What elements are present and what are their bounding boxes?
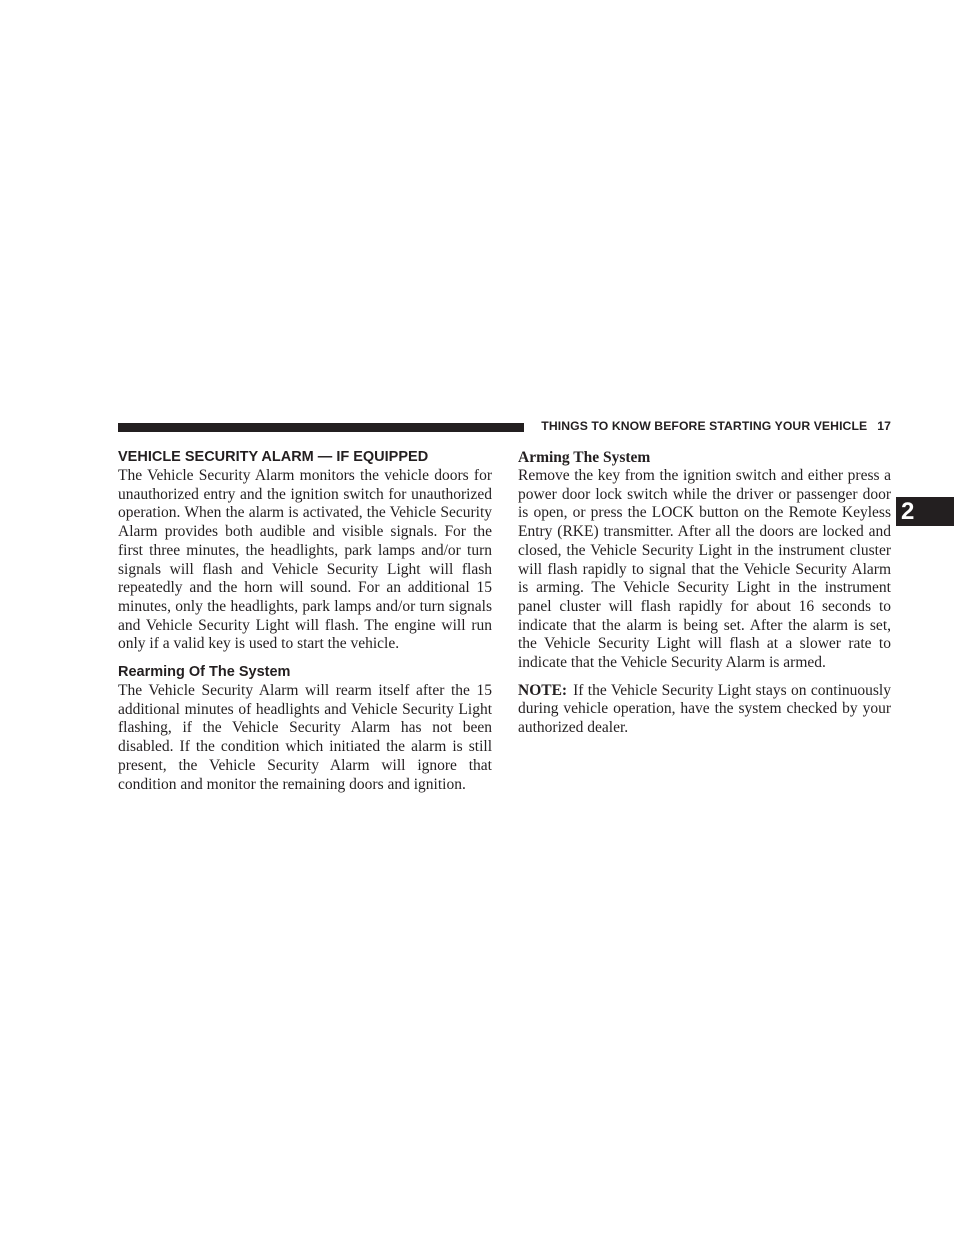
- page-number: 17: [877, 419, 891, 433]
- rearming-heading: Rearming Of The System: [118, 664, 291, 681]
- running-header: [533, 419, 891, 433]
- section-heading: VEHICLE SECURITY ALARM — IF EQUIPPED: [118, 449, 429, 465]
- section-title: THINGS TO KNOW BEFORE STARTING YOUR VEHICLE: [541, 419, 868, 433]
- note-label: NOTE:: [518, 681, 568, 699]
- rearming-paragraph: The Vehicle Security Alarm will rearm itself after the 15 additional minutes of headlights and Vehicle Security Light flashing, if the Vehicle Security Alarm has not been disabled. If the condition which initiated the alarm is still present, the Vehicle Security Alarm will ignore that condition and monitor the remaining doors and ignition.: [118, 682, 492, 793]
- arming-heading: Arming The System: [518, 449, 651, 466]
- left-column: [118, 448, 492, 794]
- header-rule: [118, 423, 524, 432]
- arming-paragraph: Remove the key from the ignition switch and either press a power door lock switch while the driver or passenger door is open, or press the LOCK button on the Remote Keyless Entry (RKE) transmitter. After all the doors are locked and closed, the Vehicle Security Light in the instrument cluster will flash rapidly to signal that the Vehicle Security Alarm is arming. The Vehicle Security Light in the instrument panel cluster will flash rapidly for about 16 seconds to indicate that the alarm is being set. After the alarm is set, the Vehicle Security Light will flash at a slower rate to indicate that the Vehicle Security Alarm is armed.: [518, 467, 891, 672]
- note-paragraph: [518, 682, 891, 738]
- right-column: [518, 448, 891, 738]
- note-text: If the Vehicle Security Light stays on continuously during vehicle operation, have the system checked by your authorized dealer.: [518, 681, 891, 737]
- intro-paragraph: The Vehicle Security Alarm monitors the vehicle doors for unauthorized entry and the ignition switch for unauthorized operation. When the alarm is activated, the Vehicle Security Alarm provides both audible and visible signals. For the first three minutes, the headlights, park lamps and/or turn signals will flash and Vehicle Security Light will flash repeatedly and the horn will sound. For an additional 15 minutes, only the headlights, park lamps and/or turn signals and Vehicle Security Light will flash. The engine will run only if a valid key is used to start the vehicle.: [118, 467, 492, 653]
- chapter-tab: 2: [896, 497, 954, 526]
